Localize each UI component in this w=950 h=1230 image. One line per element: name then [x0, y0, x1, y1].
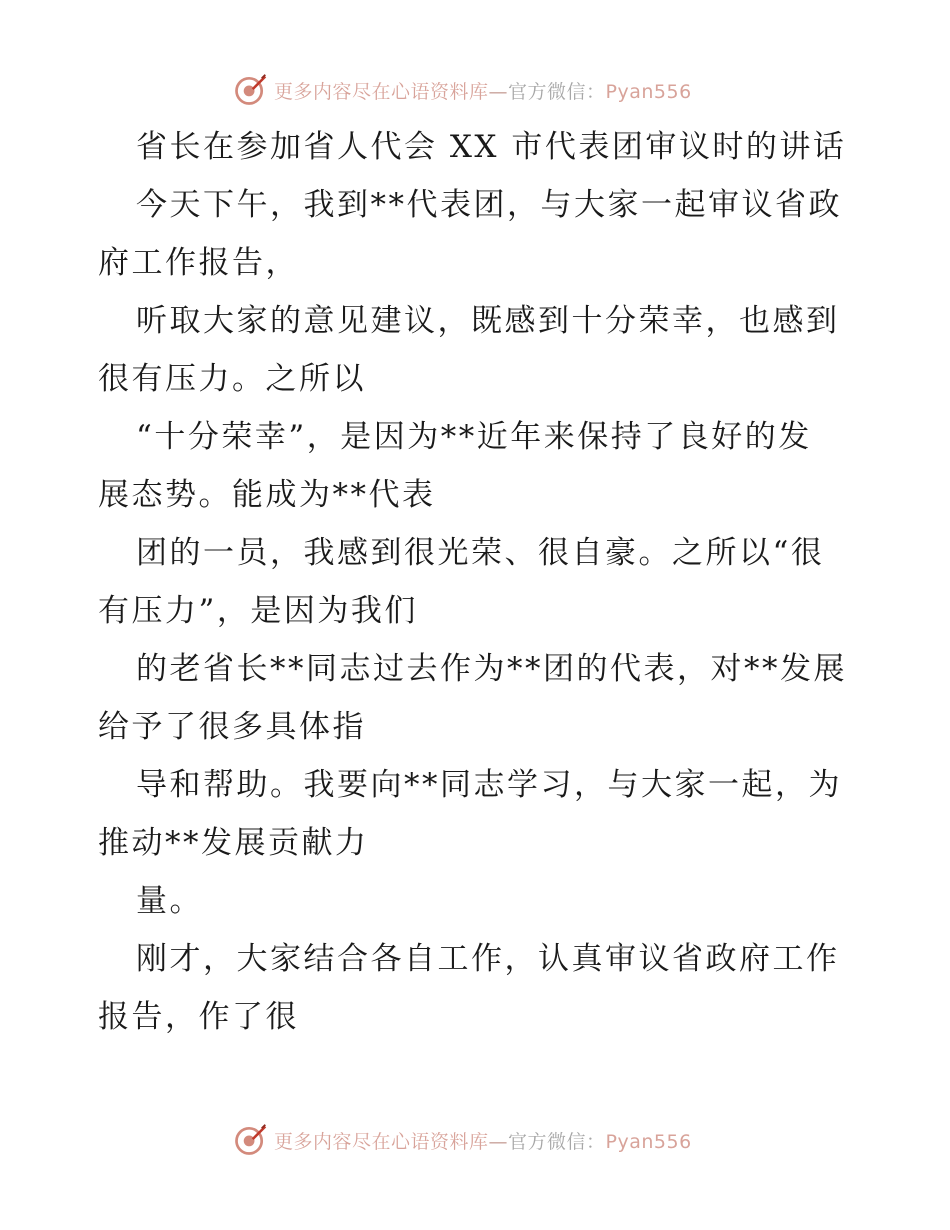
paragraph-line: 刚才，大家结合各自工作，认真审议省政府工作 [136, 941, 840, 977]
header-banner [232, 70, 692, 110]
pen-logo-icon [232, 1122, 268, 1158]
banner-wechat-id: Pyan556 [605, 1130, 692, 1153]
banner-separator: — [488, 80, 509, 103]
banner-separator: — [488, 1130, 509, 1153]
paragraph-line: 量。 [136, 883, 203, 919]
paragraph-line: 有压力”，是因为我们 [98, 593, 418, 629]
banner-wechat-id: Pyan556 [605, 80, 692, 103]
banner-wechat-label: 官方微信： [508, 1130, 606, 1153]
paragraph-line: 给予了很多具体指 [98, 709, 366, 745]
paragraph-line: 今天下午，我到**代表团，与大家一起审议省政 [136, 187, 842, 223]
document-body [98, 118, 858, 1046]
paragraph-line: 团的一员，我感到很光荣、很自豪。之所以“很 [136, 535, 825, 571]
paragraph-line: 报告，作了很 [98, 999, 299, 1035]
banner-main-text: 更多内容尽在心语资料库 [274, 80, 489, 103]
paragraph-line: 展态势。能成为**代表 [98, 477, 436, 513]
pen-logo-icon [232, 72, 268, 108]
paragraph-line: 的老省长**同志过去作为**团的代表，对**发展 [136, 651, 847, 687]
banner-main-text: 更多内容尽在心语资料库 [274, 1130, 489, 1153]
paragraph-line: 府工作报告， [98, 245, 299, 281]
paragraph-line: 很有压力。之所以 [98, 361, 366, 397]
banner-wechat-label: 官方微信： [508, 80, 606, 103]
paragraph-line: 导和帮助。我要向**同志学习，与大家一起，为 [136, 767, 842, 803]
document-title: 省长在参加省人代会 XX 市代表团审议时的讲话 [136, 129, 847, 165]
paragraph-line: 推动**发展贡献力 [98, 825, 369, 861]
paragraph-line: “十分荣幸”，是因为**近年来保持了良好的发 [136, 419, 812, 455]
paragraph-line: 听取大家的意见建议，既感到十分荣幸，也感到 [136, 303, 840, 339]
footer-banner [232, 1120, 692, 1160]
